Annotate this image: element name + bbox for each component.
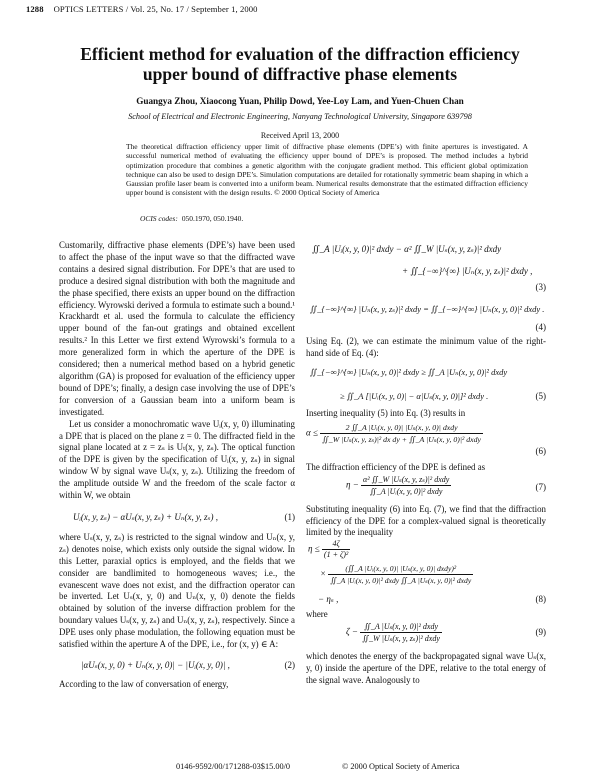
- running-header: [26, 4, 258, 14]
- equation-6-fraction: [320, 422, 483, 445]
- equation-9-number: (9): [535, 627, 546, 638]
- paragraph-substitute: Substituting inequality (6) into Eq. (7), we find that the diffraction efficiency of the DPE for a complex-valued signal is theoretically limited by the inequality: [306, 503, 546, 538]
- equation-6-numerator: 2 ∬_A |Uᵢ(x, y, 0)| |Uₛ(x, y, 0)| dxdy: [320, 422, 483, 434]
- equation-8-lhs: η ≤: [308, 543, 320, 554]
- equation-5-line-2-body: ≥ ∬_A [|Uᵢ(x, y, 0)| − α|Uₛ(x, y, 0)|]² dxdy .: [340, 390, 489, 401]
- equation-2: [59, 651, 295, 679]
- equation-8-prefactor: [322, 539, 350, 560]
- author-list: Guangya Zhou, Xiaocong Yuan, Philip Dowd, Yee-Loy Lam, and Yuen-Chuen Chan: [136, 96, 464, 106]
- ocis-label: OCIS codes:: [140, 214, 178, 223]
- equation-9-denominator: ∬_W |Uₛ(x, y, zₛ)|² dxdy: [362, 634, 440, 644]
- equation-5-line-1: ∬_{−∞}^{∞} |Uₙ(x, y, 0)|² dxdy ≥ ∬_A |Uₙ(x, y, 0)|² dxdy: [310, 366, 508, 377]
- equation-8-line-3: [306, 589, 546, 609]
- abstract: The theoretical diffraction efficiency upper limit of diffractive phase elements (DPE’s) with finite apertures is investigated. A successful numerical method of evaluating the efficiency upper bound of DPE’s is proposed. The method includes a hybrid optimization procedure that combines a genetic algorithm with the conjugate gradient method. This efficient global optimization technique can also be used to design DPE’s. Simulation computations are detailed for rotationally symmetric beam shaping in which a Gaussian profile laser beam is converted into a uniform beam. Numerical results demonstrate that the estimated diffraction efficiency upper bound is consistent with the design results. © 2000 Optical Society of America: [126, 142, 528, 198]
- equation-6-denominator: ∬_W |Uₛ(x, y, zₛ)|² dx dy + ∬_A |Uₛ(x, y, 0)|² dxdy: [322, 434, 481, 444]
- equation-8-line-2: [306, 563, 546, 589]
- equation-8-denominator: ∬_A |Uᵢ(x, y, 0)|² dxdy ∬_A |Uₛ(x, y, 0)|² dxdy: [330, 576, 472, 586]
- equation-6-lhs: α ≤: [306, 427, 318, 438]
- equation-7-fraction: [361, 474, 451, 497]
- title-line-1: Efficient method for evaluation of the diffraction efficiency: [80, 44, 520, 64]
- paragraph-energy: According to the law of conversation of energy,: [59, 679, 229, 689]
- equation-3-line-1: ∬_A |Uᵢ(x, y, 0)|² dxdy − α² ∬_W |Uₛ(x, y, zₛ)|² dxdy: [312, 244, 502, 254]
- equation-8-times: ×: [320, 568, 329, 579]
- footer-code: 0146-9592/00/171288-03$15.00/0: [176, 762, 291, 771]
- equation-9: [306, 621, 546, 651]
- equation-1-body: Uᵢ(x, y, zₛ) − αUₛ(x, y, zₛ) + Uₙ(x, y, zₛ) ,: [73, 511, 219, 522]
- paragraph-backprop: which denotes the energy of the backpropagated signal wave Uₛ(x, y, 0) inside the aperture of the DPE, relative to the total energy of the signal wave. Analogously to: [306, 651, 546, 686]
- title-line-2: upper bound of diffractive phase elements: [142, 64, 458, 84]
- equation-7-denominator: ∬_A |Uᵢ(x, y, 0)|² dxdy: [369, 486, 443, 496]
- equation-8-prefactor-denominator: (1 + ζ)²: [323, 550, 349, 560]
- equation-2-number: (2): [284, 660, 295, 670]
- journal-citation: OPTICS LETTERS / Vol. 25, No. 17 / September 1, 2000: [53, 4, 258, 14]
- equation-4-number: (4): [535, 322, 546, 332]
- page-number: 1288: [26, 4, 44, 14]
- equation-7-number: (7): [535, 481, 546, 492]
- equation-8-number: (8): [535, 594, 546, 605]
- paragraph-noise: where Uₛ(x, y, zₛ) is restricted to the signal window and Uₙ(x, y, zₛ) denotes noise, which exists only outside the signal widow. In this Letter, paraxial optics is employed, and the fields that we consider are bandlimited to homogeneous waves; i.e., the evanescent wave does not exist, and the diffraction operator can be inverted. Let Uₛ(x, y, 0) and Uₙ(x, y, 0) denote the fields obtained by solution of the inverse diffraction problem for the boundary values Uₛ(x, y, zₛ) and Uₙ(x, y, zₛ), respectively. Since a DPE uses only phase modulation, the following equation must be satisfied within the aperture A of the DPE, i.e., for (x, y) ∈ A:: [59, 531, 295, 650]
- ocis-code-values: 050.1970, 050.1940.: [181, 214, 244, 223]
- left-column: [59, 240, 295, 691]
- equation-9-numerator: ∬_A |Uₛ(x, y, 0)|² dxdy: [360, 621, 442, 633]
- equation-8-line-1: [306, 539, 546, 563]
- equation-8-prefactor-numerator: 4ζ: [322, 539, 350, 550]
- equation-7: [306, 474, 546, 504]
- paragraph-insert: Inserting inequality (5) into Eq. (3) results in: [306, 407, 466, 418]
- equation-6: [306, 420, 546, 462]
- equation-3-number-row: [306, 282, 546, 296]
- equation-2-body: |αUₛ(x, y, 0) + Uₙ(x, y, 0)| − |Uᵢ(x, y, 0)| ,: [81, 660, 230, 670]
- received-date: Received April 13, 2000: [260, 131, 340, 140]
- equation-7-numerator: α² ∬_W |Uₛ(x, y, zₛ)|² dxdy: [363, 474, 450, 484]
- right-column: [306, 238, 546, 687]
- equation-9-fraction: [360, 621, 442, 644]
- equation-9-lhs: ζ −: [346, 626, 358, 637]
- equation-1: [59, 502, 295, 532]
- paragraph-efficiency-def: The diffraction efficiency of the DPE is defined as: [306, 461, 486, 472]
- equation-8-line-3-body: − ηₛ ,: [318, 594, 339, 605]
- equation-7-lhs: η −: [346, 479, 359, 490]
- footer-copyright: © 2000 Optical Society of America: [342, 762, 460, 771]
- equation-1-number: (1): [284, 511, 295, 522]
- equation-3-line-2-body: + ∬_{−∞}^{∞} |Uₙ(x, y, zₛ)|² dxdy ,: [402, 266, 533, 276]
- equation-4: [306, 296, 546, 336]
- equation-5-line-2: [306, 384, 546, 408]
- ocis-codes: [140, 214, 243, 223]
- equation-4-body: ∬_{−∞}^{∞} |Uₙ(x, y, zₛ)|² dxdy = ∬_{−∞}^{∞} |Uₙ(x, y, 0)|² dxdy .: [310, 304, 545, 314]
- equation-3-number: (3): [535, 282, 546, 292]
- paragraph-intro: Customarily, diffractive phase elements (DPE’s) have been used to affect the phase of the input wave so that the diffracted wave contains a desired signal distribution. For DPE’s that are used to produce a desired signal distribution with both the magnitude and the phase specified, there exists an upper bound on the diffraction efficiency. Wyrowski derived a formula to estimate such a bound.¹ Krackhardt et al. used the formula to calculate the efficiency upper bound of the fan-out gratings and obtained excellent results.² In this Letter we first extend Wyrowski’s formula to a more generalized form in which the aperture of the DPE is considered; then a numerical method based on a hybrid genetic algorithm (GA) is proposed for evaluation of the efficiency upper bound of DPE’s; finally, a design case involving the use of DPE’s for conversion of a Gaussian beam into a uniform beam is investigated.: [59, 240, 295, 417]
- equation-5-number: (5): [535, 390, 546, 401]
- paragraph-setup: Let us consider a monochromatic wave Uᵢ(x, y, 0) illuminating a DPE that is placed on the plane z = 0. The diffracted field in the signal plane located at z = zₛ is Uₜ(x, y, zₛ). The optical function of the DPE is given by the specification of Uᵢ(x, y, zₛ) in signal window W by signal wave Uₛ(x, y, zₛ). Utilizing the freedom of the amplitude outside W and the freedom of the scale factor α within W, we obtain: [59, 418, 295, 501]
- where-label: where: [306, 609, 328, 620]
- paragraph-estimate: Using Eq. (2), we can estimate the minimum value of the right-hand side of Eq. (4):: [306, 336, 546, 358]
- equation-8-fraction: [328, 563, 473, 586]
- equation-8-numerator: (∬_A |Uᵢ(x, y, 0)| |Uₛ(x, y, 0)| dxdy)²: [328, 563, 473, 575]
- equation-6-number: (6): [535, 445, 546, 456]
- equation-3-line-2: [306, 260, 546, 282]
- paper-title: [40, 44, 560, 84]
- affiliation: School of Electrical and Electronic Engineering, Nanyang Technological University, Singapore 639798: [128, 112, 472, 121]
